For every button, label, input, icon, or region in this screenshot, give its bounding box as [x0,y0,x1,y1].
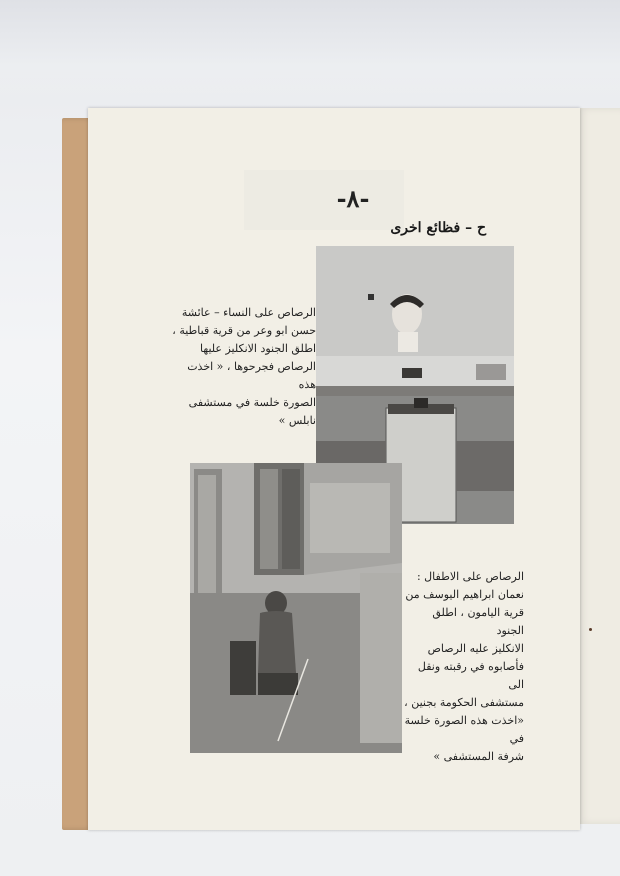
page-speck [589,628,592,631]
section-heading: ح – فظائع اخرى [390,220,486,236]
adjacent-page-edge [576,108,620,824]
page-number: -٨- [336,184,370,213]
caption-women-shooting: الرصاص على النساء – عائشة حسن ابو وعر من قرية قباطية ، اطلق الجنود الانكليز عليها الرصاص فجرحوها ، « اخذت هذه الصورة خلسة في مستشفى نابلس » [172,306,316,427]
background-shadow [0,0,620,110]
caption-children-shooting: الرصاص على الاطفال : نعمان ابراهيم اليوسف من قرية اليامون ، اطلق الجنود الانكليز عليه الرصاص فأصابوه في رقبته ونقل الى مستشفى الحكومة بجنين ، «اخذت هذه الصورة خلسة في شرفة المستشفى » [404,570,524,763]
photo-child-illustration [190,463,402,753]
photo-child-on-hospital-balcony [190,463,402,753]
